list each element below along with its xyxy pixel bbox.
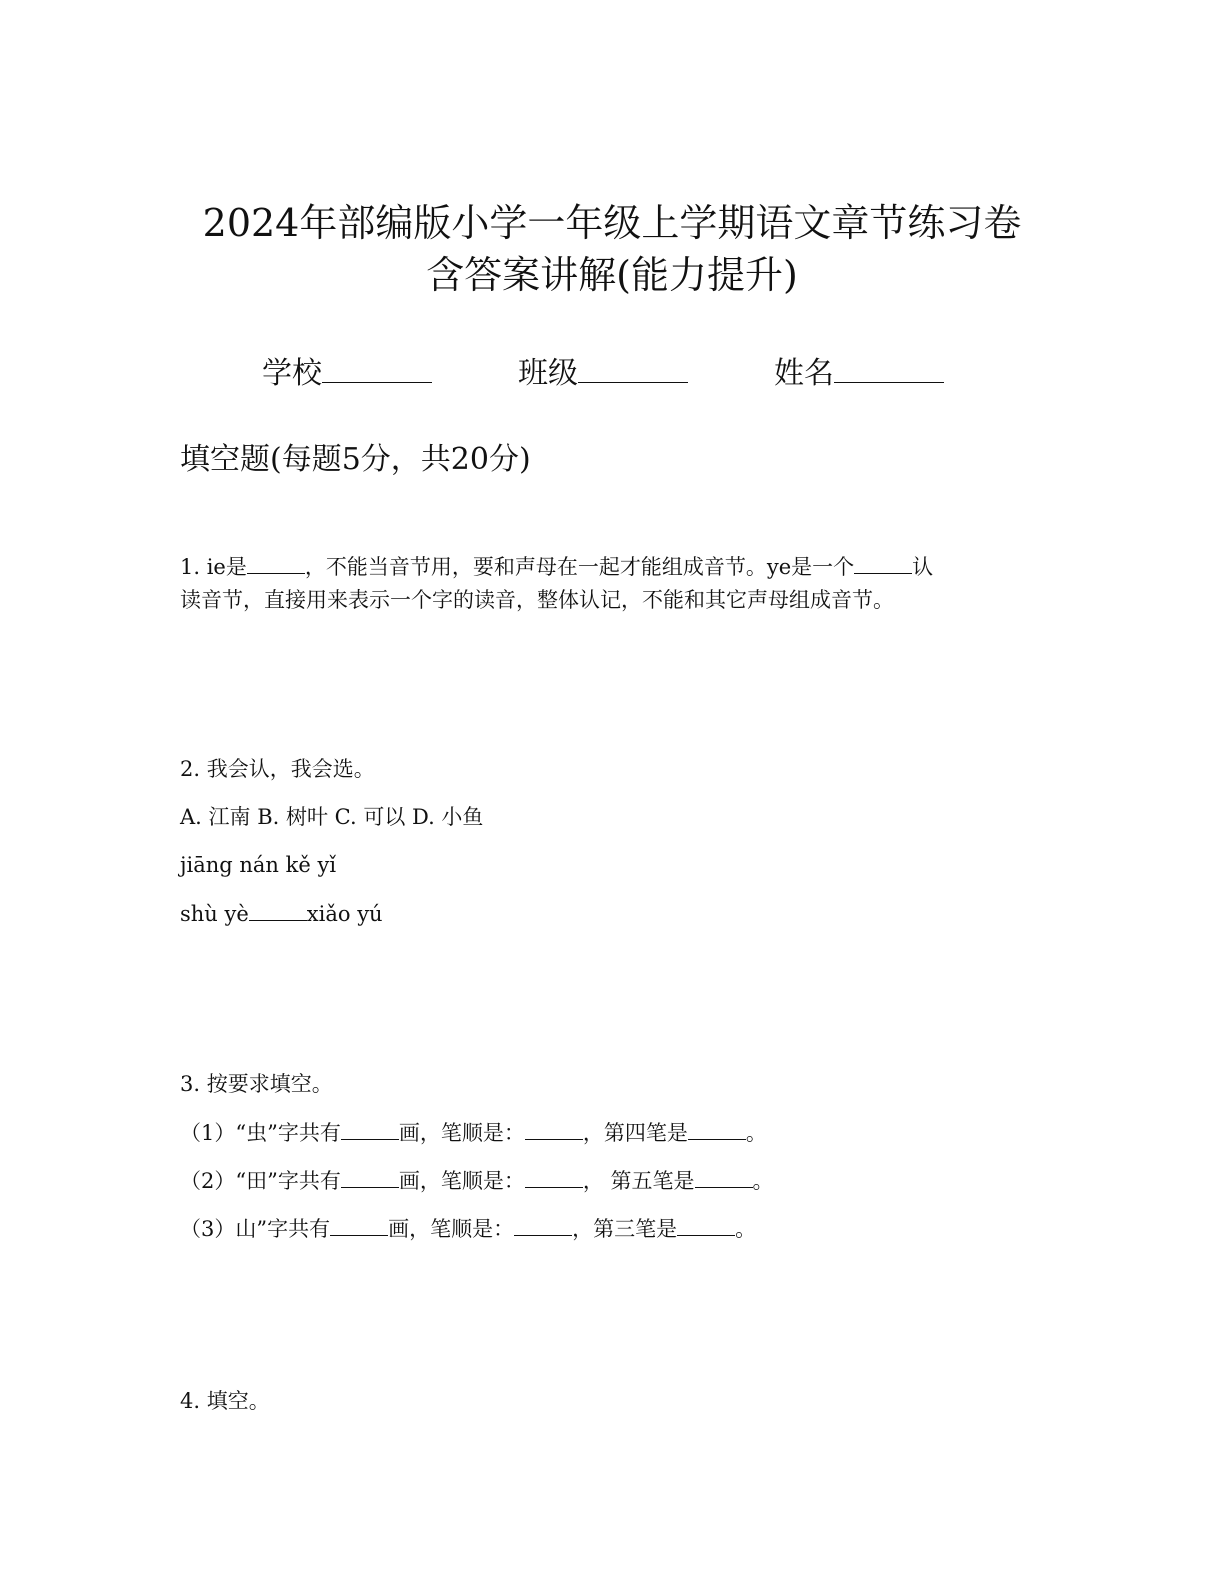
q2-pinyin-2a: shù yè [180,902,249,926]
q3-s3-text-b: 画，笔顺是： [388,1217,515,1241]
q3-s1-text-c: ，第四笔是 [582,1121,688,1145]
name-field [774,352,944,394]
question-2-pinyin-1: jiāng nán kě yǐ [180,853,337,877]
q3-s2-blank-1[interactable] [341,1167,399,1188]
q1-blank-2[interactable] [854,553,912,574]
q1-blank-1[interactable] [247,553,305,574]
q3-s1-blank-3[interactable] [688,1119,746,1140]
q3-s2-blank-3[interactable] [695,1167,753,1188]
q3-s1-text-a: （1）“虫”字共有 [180,1121,341,1145]
q3-s2-text-b: 画，笔顺是： [398,1169,525,1193]
class-field [518,352,688,394]
question-2-options: A. 江南 B. 树叶 C. 可以 D. 小鱼 [180,805,484,829]
question-2-pinyin-2 [180,897,383,931]
class-label: 班级 [518,356,578,391]
name-blank[interactable] [834,352,944,383]
q1-text-b: ，不能当音节用，要和声母在一起才能组成音节。ye是一个 [304,555,855,579]
q1-text-a: 1. ie是 [180,555,247,579]
q3-s2-blank-2[interactable] [525,1167,583,1188]
q3-s3-blank-3[interactable] [677,1215,735,1236]
q3-s3-text-a: （3）山”字共有 [180,1217,331,1241]
q3-s3-text-c: ，第三笔是 [572,1217,678,1241]
question-4-stem: 4. 填空。 [180,1389,270,1413]
school-blank[interactable] [322,352,432,383]
section-heading: 填空题(每题5分，共20分) [180,442,531,477]
class-blank[interactable] [578,352,688,383]
q3-s2-text-a: （2）“田”字共有 [180,1169,341,1193]
q3-s2-text-c: ， 第五笔是 [582,1169,695,1193]
question-1-line-2: 读音节，直接用来表示一个字的读音，整体认记，不能和其它声母组成音节。 [180,588,894,612]
name-label: 姓名 [774,356,834,391]
q3-s1-blank-1[interactable] [341,1119,399,1140]
q3-s3-blank-1[interactable] [330,1215,388,1236]
q3-s2-text-d: 。 [752,1169,774,1193]
school-label: 学校 [262,356,322,391]
school-field [262,352,432,394]
q3-s3-text-d: 。 [735,1217,757,1241]
question-3-sub-2 [180,1164,774,1198]
q1-text-c: 认 [912,555,934,579]
q3-s1-blank-2[interactable] [525,1119,583,1140]
question-1-line-1 [180,550,933,584]
question-2-stem: 2. 我会认，我会选。 [180,757,375,781]
page-title-line-1: 2024年部编版小学一年级上学期语文章节练习卷 [202,201,1022,245]
page-title-line-2: 含答案讲解(能力提升) [426,253,798,297]
question-3-sub-3 [180,1212,756,1246]
q3-s3-blank-2[interactable] [514,1215,572,1236]
question-3-sub-1 [180,1116,767,1150]
question-3-stem: 3. 按要求填空。 [180,1072,333,1096]
q2-blank[interactable] [249,900,307,921]
q2-pinyin-2b: xiǎo yú [306,902,383,926]
q3-s1-text-b: 画，笔顺是： [398,1121,525,1145]
q3-s1-text-d: 。 [745,1121,767,1145]
